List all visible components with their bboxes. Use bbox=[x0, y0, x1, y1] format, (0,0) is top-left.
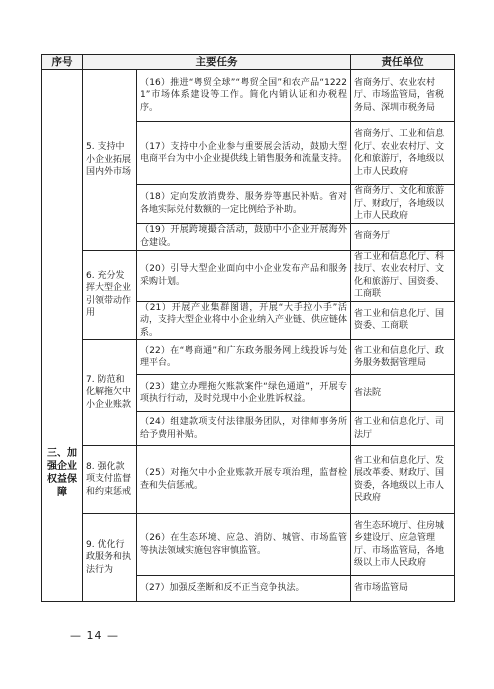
task-text: （26）在生态环境、应急、消防、城管、市场监管等执法领域实施包容审慎监管。 bbox=[137, 514, 351, 576]
section-label: 三、加强企业权益保障 bbox=[47, 448, 77, 498]
responsible-text: 省工业和信息化厅、司法厅 bbox=[351, 412, 455, 446]
task-text: （27）加强反垄断和反不正当竞争执法。 bbox=[137, 576, 351, 602]
responsible-text: 省工业和信息化厅、国资委、工商联 bbox=[351, 301, 455, 340]
task-table bbox=[41, 54, 455, 602]
responsible-text: 省商务厅、工业和信息化厅、农业农村厅、文化和旅游厅，各地级以上市人民政府 bbox=[351, 122, 455, 185]
task-text: （16）推进“粤贸全球”“粤贸全国”和农产品“12221”市场体系建设等工作。简化内销认证和办税程序。 bbox=[137, 70, 351, 122]
table-row bbox=[42, 70, 455, 122]
task-text: （19）开展跨境撮合活动，鼓励中小企业开展海外仓建设。 bbox=[137, 223, 351, 250]
section-seq-cell-bottom bbox=[42, 576, 83, 602]
responsible-text: 省商务厅 bbox=[351, 223, 455, 250]
subtask-label: 6. 充分发挥大型企业引领带动作用 bbox=[83, 250, 137, 340]
table-row bbox=[42, 514, 455, 576]
task-text: （25）对拖欠中小企业账款开展专项治理，监督检查和失信惩戒。 bbox=[137, 446, 351, 514]
responsible-text: 省工业和信息化厅、发展改革委、财政厅、国资委，各地级以上市人民政府 bbox=[351, 446, 455, 514]
subtask-label: 5. 支持中小企业拓展国内外市场 bbox=[83, 70, 137, 251]
responsible-text: 省工业和信息化厅、科技厅、农业农村厅、文化和旅游厅、国资委、工商联 bbox=[351, 250, 455, 301]
task-text: （23）建立办理拖欠账款案件“绿色通道”，开展专项执行行动，及时兑现中小企业胜诉权益。 bbox=[137, 375, 351, 412]
task-text: （20）引导大型企业面向中小企业发布产品和服务采购计划。 bbox=[137, 250, 351, 301]
header-task: 主要任务 bbox=[83, 55, 351, 70]
responsible-text: 省商务厅、文化和旅游厅、财政厅，各地级以上市人民政府 bbox=[351, 185, 455, 224]
subtask-label: 9. 优化行政服务和执法行为 bbox=[83, 514, 137, 602]
table-row bbox=[42, 446, 455, 514]
table-row bbox=[42, 250, 455, 301]
subtask-label: 7. 防范和化解拖欠中小企业账款 bbox=[83, 340, 137, 446]
section-seq-cell-mid bbox=[42, 250, 83, 576]
subtask-label: 8. 强化款项支付监督和约束惩戒 bbox=[83, 446, 137, 514]
task-text: （22）在“粤商通”和广东政务服务网上线投诉与处理平台。 bbox=[137, 340, 351, 375]
page-number: — 14 — bbox=[70, 629, 119, 642]
section-seq-cell-top bbox=[42, 70, 83, 251]
header-responsible: 责任单位 bbox=[351, 55, 455, 70]
task-text: （24）组建款项支付法律服务团队，对律师事务所给予费用补贴。 bbox=[137, 412, 351, 446]
task-text: （18）定向发放消费券、服务券等惠民补贴。省对各地实际兑付数额的一定比例给予补助。 bbox=[137, 185, 351, 224]
responsible-text: 省法院 bbox=[351, 375, 455, 412]
header-seq: 序号 bbox=[42, 55, 83, 70]
responsible-text: 省商务厅、农业农村厅、市场监管局，省税务局、深圳市税务局 bbox=[351, 70, 455, 122]
task-text: （21）开展产业集群图谱，开展“大手拉小手”活动，支持大型企业将中小企业纳入产业链、供应链体系。 bbox=[137, 301, 351, 340]
task-text: （17）支持中小企业参与重要展会活动，鼓励大型电商平台为中小企业提供线上销售服务和流量支持。 bbox=[137, 122, 351, 185]
responsible-text: 省生态环境厅、住房城乡建设厅、应急管理厅、市场监管局，各地级以上市人民政府 bbox=[351, 514, 455, 576]
table-row bbox=[42, 340, 455, 375]
table-header-row bbox=[42, 55, 455, 70]
responsible-text: 省市场监管局 bbox=[351, 576, 455, 602]
responsible-text: 省工业和信息化厅、政务服务数据管理局 bbox=[351, 340, 455, 375]
